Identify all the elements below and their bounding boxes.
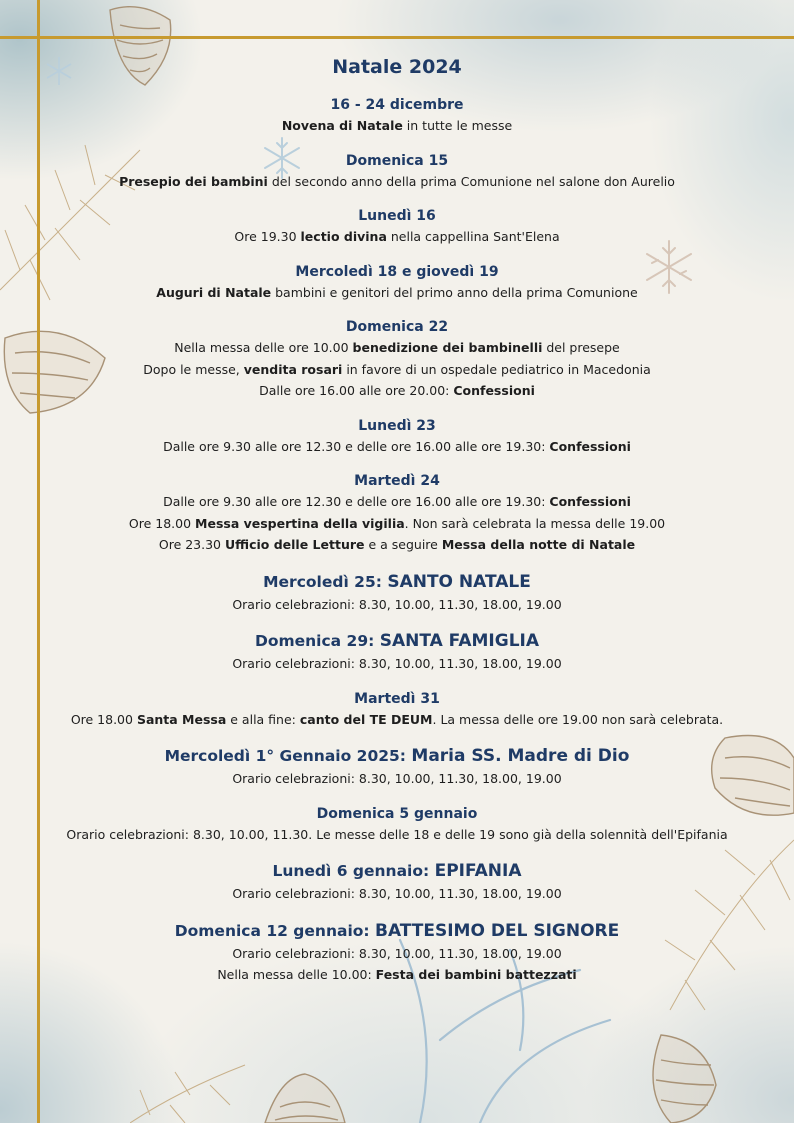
section-heading [0,262,794,282]
emphasis-text: Confessioni [549,494,631,509]
line-text: nella cappellina Sant'Elena [386,229,560,244]
page-title: Natale 2024 [332,56,462,78]
line-text: . La messa delle ore 19.00 non sarà celebrata. [432,711,724,727]
section-line [0,436,794,458]
schedule-section [0,262,794,304]
section-line [0,534,794,556]
schedule-section [0,689,794,731]
section-heading [0,689,794,709]
line-text: Orario celebrazioni: 8.30, 10.00, 11.30, 18.00, 19.00 [232,771,562,786]
pine-branch-icon [130,1060,250,1123]
section-line [0,337,794,359]
section-line [0,282,794,304]
section-date: Lunedì 16 [358,208,436,224]
emphasis-text: benedizione dei bambinelli [352,340,543,355]
section-date: Martedì 31 [354,690,440,707]
line-text: bambini e genitori del primo anno della prima Comunione [271,284,638,300]
line-text: Dopo le messe, [143,361,244,377]
emphasis-text: canto del TE DEUM [299,711,433,727]
section-date: Martedì 24 [354,473,440,489]
line-text: del secondo anno della prima Comunione nel salone don Aurelio [267,173,675,189]
line-text: Dalle ore 9.30 alle ore 12.30 e delle ore 16.00 alle ore 19.30: [163,494,550,509]
emphasis-text: vendita rosari [243,361,343,377]
section-line [0,709,794,731]
section-heading [0,471,794,491]
section-line [0,824,794,846]
section-line [0,653,794,675]
line-text: Ore 18.00 [128,515,196,531]
schedule-section [0,570,794,616]
section-date: Mercoledì 25: [263,572,388,591]
section-line [0,359,794,381]
section-line [0,226,794,248]
emphasis-text: Confessioni [549,438,631,454]
schedule-section [0,416,794,458]
section-feast-name: EPIFANIA [434,861,522,881]
section-date: Domenica 5 gennaio [316,805,478,822]
pinecone-icon [260,1072,350,1123]
schedule-section [0,151,794,193]
section-date: Domenica 29: [254,632,380,650]
section-date: Domenica 22 [345,319,449,335]
section-heading [0,206,794,226]
schedule-section [0,804,794,846]
line-text: Dalle ore 9.30 alle ore 12.30 e delle ore 16.00 alle ore 19.30: [163,438,550,454]
section-line [0,115,794,137]
schedule-section [0,859,794,905]
line-text: Nella messa delle 10.00: [217,967,376,982]
emphasis-text: Novena di Natale [281,118,403,133]
line-text: Orario celebrazioni: 8.30, 10.00, 11.30, 18.00, 19.00 [232,596,562,612]
section-line [0,883,794,905]
section-heading [0,95,794,115]
schedule-section [0,471,794,556]
section-heading [0,859,794,883]
emphasis-text: Festa dei bambini battezzati [375,967,577,982]
line-text: e a seguire [364,537,442,552]
line-text: e alla fine: [226,711,300,727]
line-text: Ore 18.00 [70,711,137,727]
section-date: Domenica 15 [345,152,449,169]
section-line [0,171,794,193]
section-date: 16 - 24 dicembre [330,97,464,113]
section-heading [0,804,794,824]
line-text: . Non sarà celebrata la messa delle 19.00 [404,515,666,531]
section-line [0,594,794,616]
line-text: Ore 23.30 [158,537,225,552]
section-heading [0,416,794,436]
gold-horizontal-rule [0,36,794,39]
emphasis-text: Confessioni [453,383,535,398]
emphasis-text: Messa vespertina della vigilia [195,515,405,531]
section-line [0,768,794,790]
section-line [0,380,794,402]
emphasis-text: Presepio dei bambini [119,173,268,189]
section-line [0,491,794,513]
line-text: del presepe [542,340,620,355]
section-feast-name: Maria SS. Madre di Dio [411,746,630,766]
section-heading [0,629,794,653]
emphasis-text: Auguri di Natale [156,284,272,300]
section-line [0,943,794,965]
emphasis-text: Ufficio delle Letture [225,537,365,552]
schedule-section [0,317,794,402]
line-text: Orario celebrazioni: 8.30, 10.00, 11.30, 18.00, 19.00 [232,656,562,671]
line-text: Nella messa delle ore 10.00 [174,340,353,355]
line-text: Ore 19.30 [234,229,301,244]
schedule-section [0,919,794,986]
schedule [0,52,794,986]
section-heading [0,744,794,768]
section-feast-name: SANTA FAMIGLIA [379,631,540,651]
section-heading [0,570,794,594]
section-date: Lunedì 6 gennaio: [272,862,435,880]
schedule-sections [0,95,794,986]
line-text: Orario celebrazioni: 8.30, 10.00, 11.30, 18.00, 19.00 [232,945,562,961]
section-feast-name: BATTESIMO DEL SIGNORE [375,920,620,941]
section-heading [0,317,794,337]
schedule-section [0,95,794,137]
line-text: in tutte le messe [402,118,513,133]
line-text: Dalle ore 16.00 alle ore 20.00: [259,383,454,398]
emphasis-text: Santa Messa [136,711,227,727]
section-date: Mercoledì 1° Gennaio 2025: [164,747,412,765]
section-date: Mercoledì 18 e giovedì 19 [295,263,499,280]
section-heading [0,919,794,943]
emphasis-text: Messa della notte di Natale [441,537,636,552]
line-text: Orario celebrazioni: 8.30, 10.00, 11.30, 18.00, 19.00 [232,886,562,901]
schedule-section [0,206,794,248]
section-date: Domenica 12 gennaio: [174,921,375,940]
pinecone-icon [636,1030,726,1123]
line-text: Orario celebrazioni: 8.30, 10.00, 11.30. Le messe delle 18 e delle 19 sono già della solennità dell'Epifania [66,826,728,842]
section-date: Lunedì 23 [358,417,436,434]
section-line [0,964,794,986]
line-text: in favore di un ospedale pediatrico in Macedonia [342,361,651,377]
emphasis-text: lectio divina [300,229,387,244]
section-feast-name: SANTO NATALE [387,571,531,592]
schedule-section [0,629,794,675]
section-heading [0,151,794,171]
schedule-section [0,744,794,790]
section-line [0,513,794,535]
